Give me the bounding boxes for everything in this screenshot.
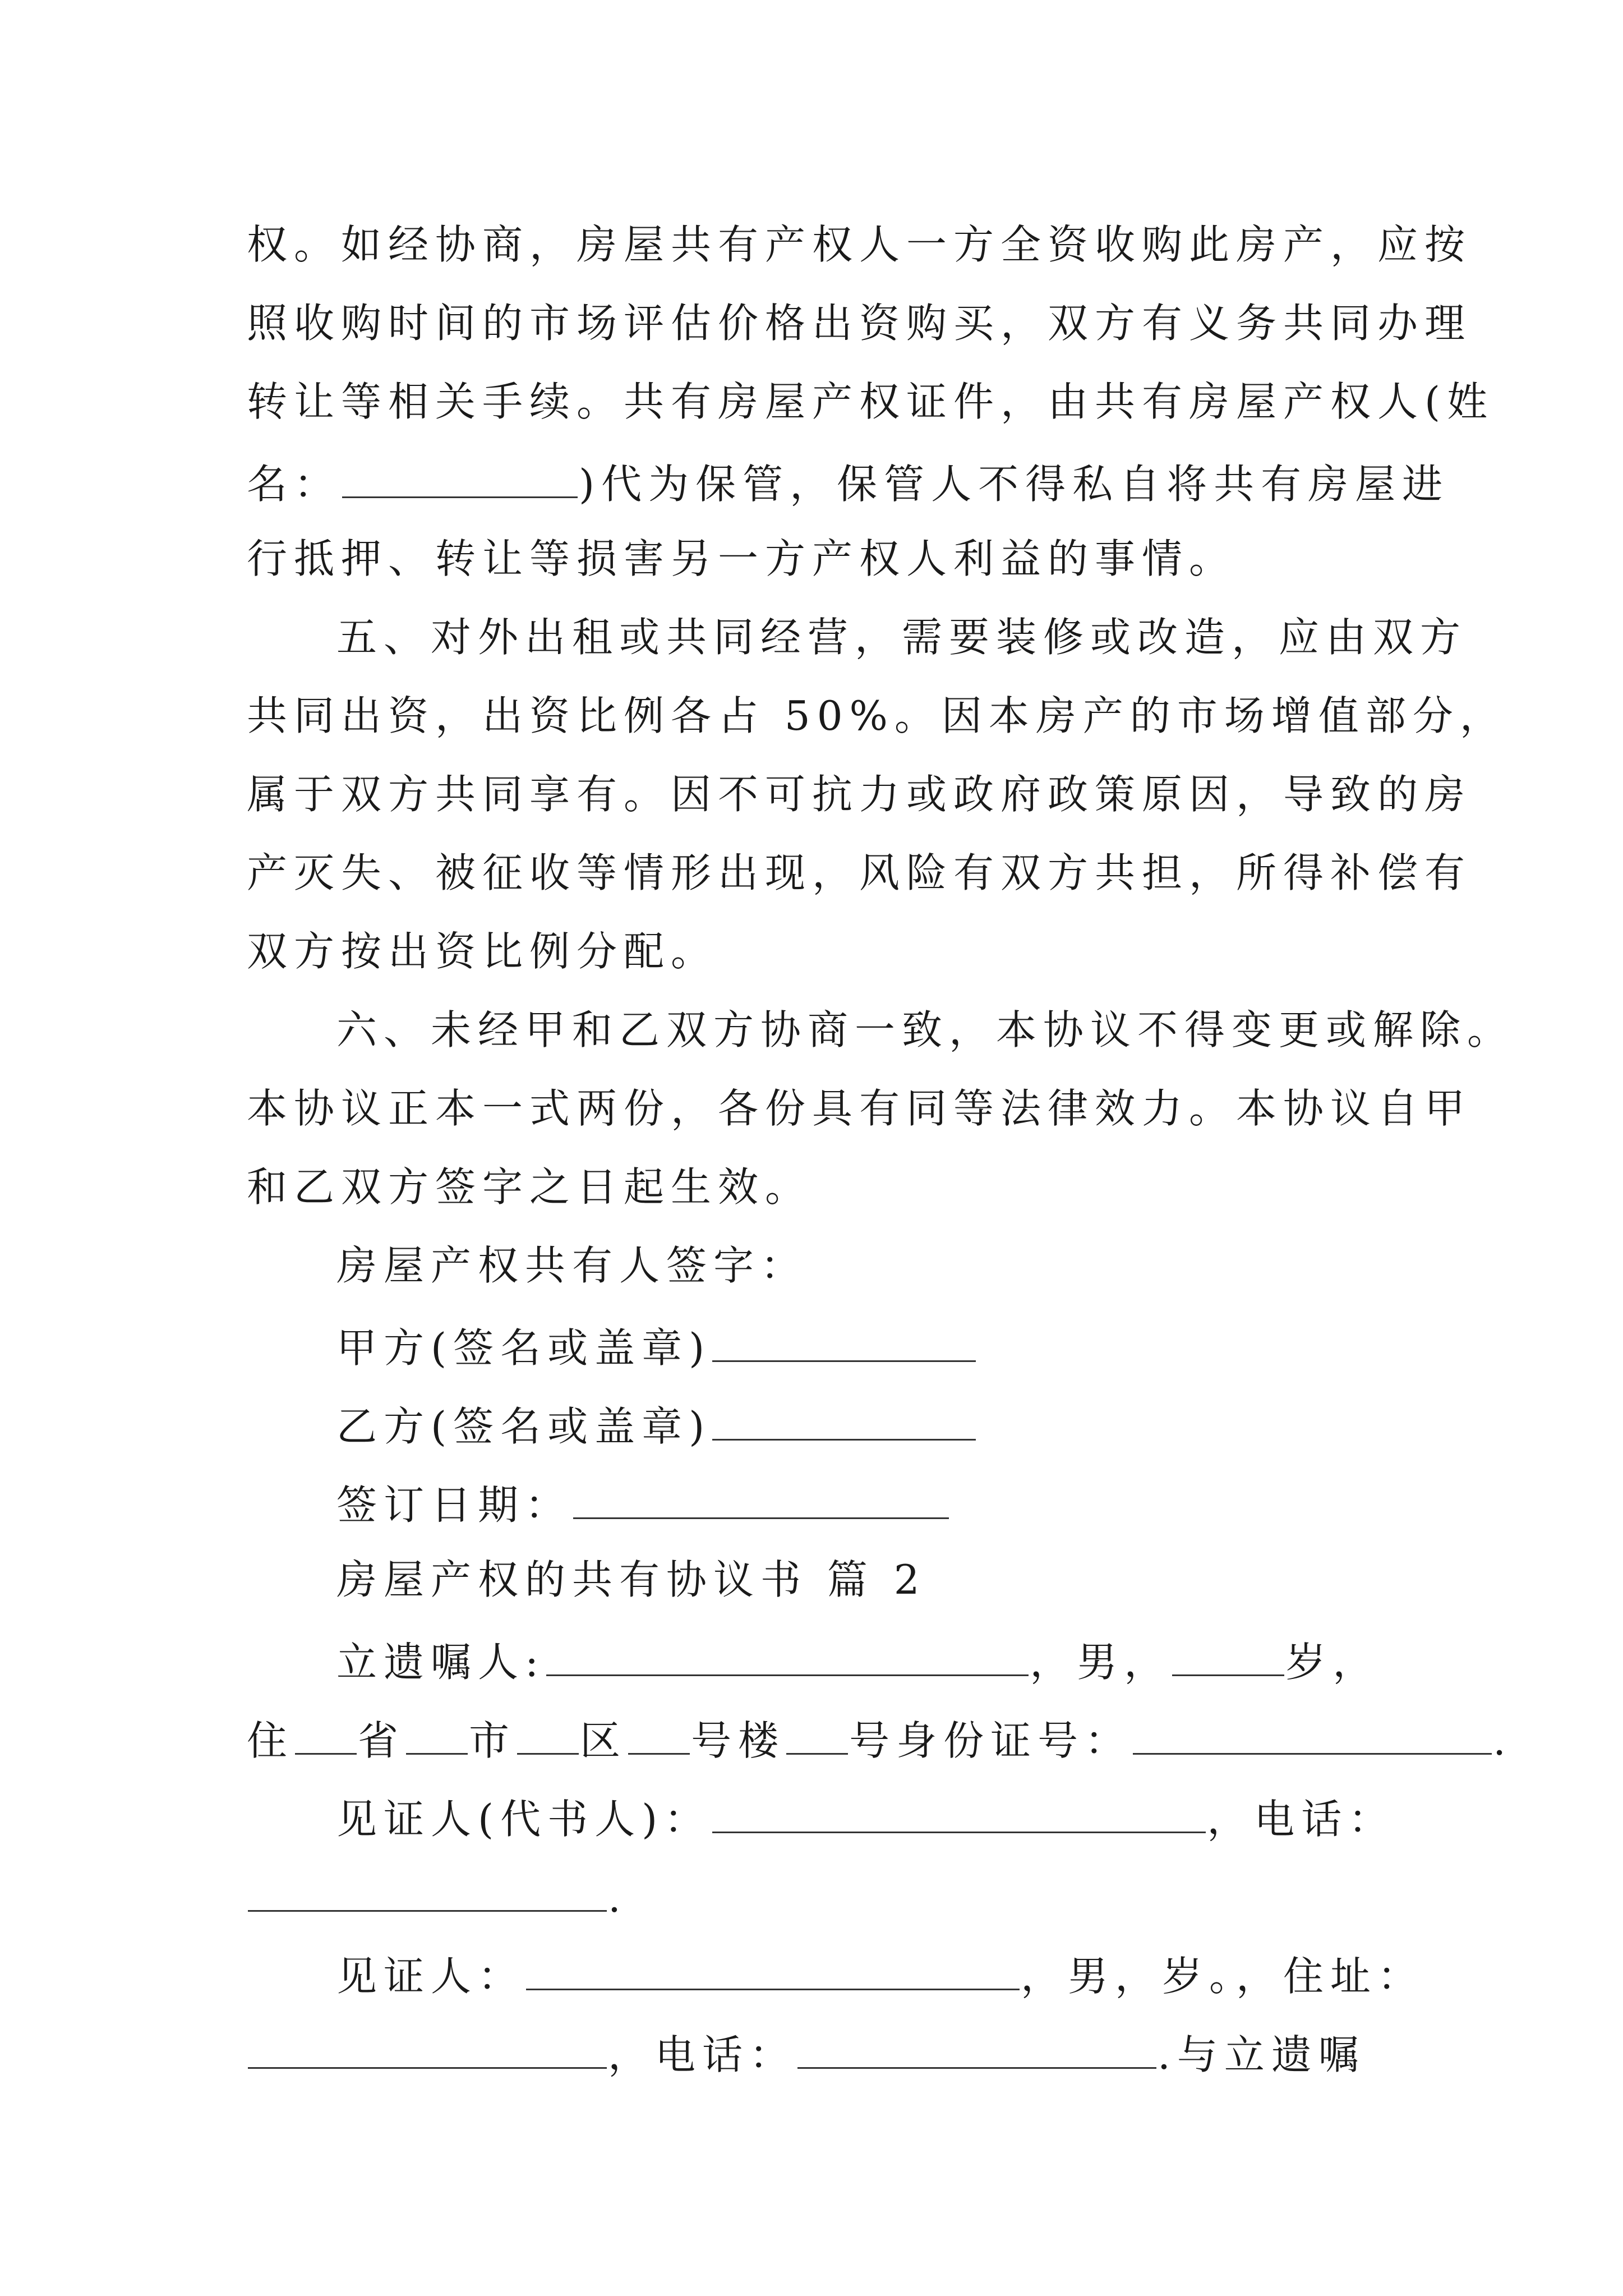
text-segment: )代为保管，保管人不得私自将共有房屋进 xyxy=(579,460,1450,508)
blank-line xyxy=(517,1717,579,1755)
section-title: 房屋产权的共有协议书 篇 2 xyxy=(336,1556,926,1603)
blank-line xyxy=(712,1402,976,1441)
blank-line xyxy=(248,1874,607,1912)
blank-line xyxy=(628,1717,690,1755)
paragraph-line-12: 本协议正本一式两份，各份具有同等法律效力。本协议自甲 xyxy=(247,1085,1472,1132)
paragraph-line-7: 共同出资，出资比例各占 50%。因本房产的市场增值部分， xyxy=(247,692,1507,739)
text-segment: 立遗嘱人: xyxy=(336,1638,546,1686)
text-segment: .与立遗嘱 xyxy=(1158,2031,1366,2078)
party-b-label: 乙方(签名或盖章) xyxy=(336,1402,712,1450)
paragraph-line-8: 属于双方共同享有。因不可抗力或政府政策原因，导致的房 xyxy=(247,771,1472,818)
witness-writer-line xyxy=(336,1795,1396,1843)
text-segment: 见证人(代书人)： xyxy=(336,1795,712,1843)
paragraph-line-3: 转让等相关手续。共有房屋产权证件，由共有房屋产权人(姓 xyxy=(247,378,1495,425)
text-segment: ，电话： xyxy=(1207,1795,1396,1843)
text-segment: . xyxy=(1493,1717,1513,1764)
text-segment: 岁， xyxy=(1285,1638,1380,1686)
text-segment: 见证人： xyxy=(336,1952,525,2000)
text-segment: 区 xyxy=(580,1717,628,1764)
blank-line xyxy=(786,1717,848,1755)
paragraph-line-10: 双方按出资比例分配。 xyxy=(247,928,718,975)
paragraph-line-4 xyxy=(247,460,1450,508)
blank-line xyxy=(1172,1638,1284,1676)
blank-line xyxy=(797,2031,1156,2069)
sign-date-label: 签订日期： xyxy=(336,1481,573,1529)
blank-line xyxy=(573,1481,949,1519)
paragraph-line-13: 和乙双方签字之日起生效。 xyxy=(247,1163,813,1211)
witness-address-line xyxy=(247,2031,1366,2078)
blank-line xyxy=(712,1324,976,1362)
text-segment: ，男， xyxy=(1030,1638,1172,1686)
blank-line xyxy=(248,2031,607,2069)
party-b-signature xyxy=(336,1402,977,1450)
text-segment: ，电话： xyxy=(608,2031,797,2078)
text-segment: 号楼 xyxy=(691,1717,786,1764)
text-segment: . xyxy=(608,1874,628,1921)
text-segment: ，男，岁。，住址： xyxy=(1021,1952,1425,2000)
paragraph-line-11: 六、未经甲和乙双方协商一致，本协议不得变更或解除。 xyxy=(336,1006,1515,1053)
party-a-label: 甲方(签名或盖章) xyxy=(336,1324,712,1372)
blank-line xyxy=(546,1638,1029,1676)
text-segment: 名： xyxy=(247,460,342,508)
address-line xyxy=(247,1717,1513,1764)
text-segment: 市 xyxy=(469,1717,517,1764)
witness-phone-line xyxy=(247,1874,628,1921)
sign-date xyxy=(336,1481,950,1529)
text-segment: 住 xyxy=(247,1717,294,1764)
blank-line xyxy=(1133,1717,1492,1755)
blank-line xyxy=(406,1717,468,1755)
signature-heading: 房屋产权共有人签字： xyxy=(336,1242,808,1289)
text-segment: 号身份证号： xyxy=(849,1717,1132,1764)
witness-line xyxy=(336,1952,1425,2000)
blank-line xyxy=(342,460,578,498)
paragraph-line-2: 照收购时间的市场评估价格出资购买，双方有义务共同办理 xyxy=(247,300,1472,347)
text-segment: 省 xyxy=(358,1717,405,1764)
blank-line xyxy=(526,1952,1020,1990)
blank-line xyxy=(712,1795,1206,1833)
testator-line xyxy=(336,1638,1380,1686)
paragraph-line-1: 权。如经协商，房屋共有产权人一方全资收购此房产，应按 xyxy=(247,221,1472,268)
paragraph-line-9: 产灭失、被征收等情形出现，风险有双方共担，所得补偿有 xyxy=(247,849,1472,896)
blank-line xyxy=(295,1717,357,1755)
party-a-signature xyxy=(336,1324,977,1372)
paragraph-line-5: 行抵押、转让等损害另一方产权人利益的事情。 xyxy=(247,535,1237,582)
paragraph-line-6: 五、对外出租或共同经营，需要装修或改造，应由双方 xyxy=(336,614,1468,661)
